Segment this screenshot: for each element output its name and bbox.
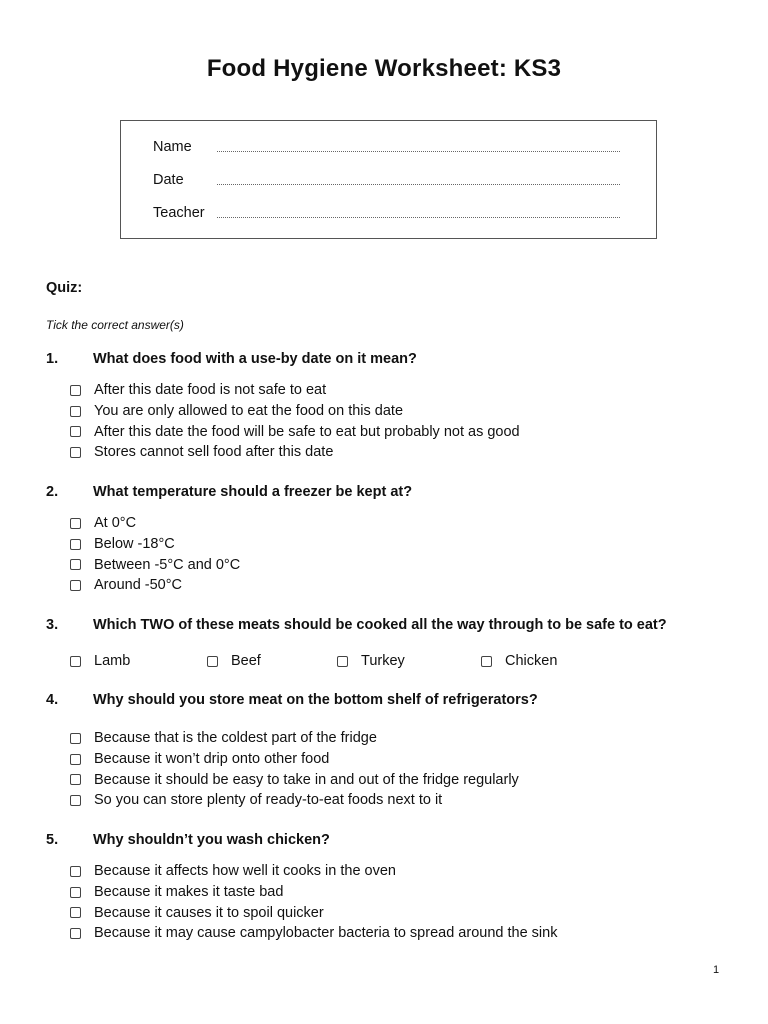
checkbox[interactable] (70, 656, 81, 667)
answer-option[interactable] (481, 651, 557, 672)
option-label: Because it won’t drip onto other food (94, 751, 330, 768)
option-label: Beef (231, 653, 261, 669)
checkbox[interactable] (70, 774, 81, 785)
checkbox[interactable] (70, 426, 81, 437)
checkbox[interactable] (70, 733, 81, 744)
quiz-instruction: Tick the correct answer(s) (46, 318, 184, 332)
option-label: Because that is the coldest part of the fridge (94, 730, 377, 747)
date-field[interactable] (217, 172, 620, 185)
name-field[interactable] (217, 139, 620, 152)
checkbox[interactable] (70, 795, 81, 806)
checkbox[interactable] (70, 580, 81, 591)
answer-option[interactable] (70, 651, 207, 672)
option-label: Because it may cause campylobacter bacteria to spread around the sink (94, 925, 558, 942)
answer-option[interactable] (70, 534, 240, 555)
answer-option[interactable] (70, 380, 520, 401)
question-text: What does food with a use-by date on it mean? (93, 351, 417, 367)
answer-option[interactable] (70, 861, 557, 882)
question-5-options (70, 861, 557, 944)
date-row (153, 168, 620, 188)
date-label: Date (153, 172, 184, 188)
question-1-options (70, 380, 520, 463)
name-label: Name (153, 139, 192, 155)
checkbox[interactable] (70, 928, 81, 939)
answer-option[interactable] (70, 421, 520, 442)
option-label: Between -5°C and 0°C (94, 556, 241, 573)
question-number: 1. (46, 351, 59, 367)
checkbox[interactable] (70, 866, 81, 877)
answer-option[interactable] (70, 728, 519, 749)
question-2-options (70, 513, 240, 596)
answer-option[interactable] (337, 651, 481, 672)
checkbox[interactable] (70, 385, 81, 396)
answer-option[interactable] (70, 923, 557, 944)
answer-option[interactable] (70, 513, 240, 534)
question-number: 5. (46, 832, 59, 848)
question-text: What temperature should a freezer be kept at? (93, 484, 413, 500)
answer-option[interactable] (70, 575, 240, 596)
question-4-options (70, 728, 519, 811)
option-label: Stores cannot sell food after this date (94, 444, 334, 461)
checkbox[interactable] (70, 754, 81, 765)
question-4 (46, 690, 746, 710)
option-label: Around -50°C (94, 577, 183, 594)
checkbox[interactable] (70, 887, 81, 898)
checkbox[interactable] (70, 518, 81, 529)
answer-option[interactable] (70, 749, 519, 770)
option-label: You are only allowed to eat the food on this date (94, 403, 404, 420)
option-label: Below -18°C (94, 536, 175, 553)
page-number: 1 (713, 964, 720, 976)
question-5 (46, 830, 746, 850)
checkbox[interactable] (70, 406, 81, 417)
option-label: At 0°C (94, 515, 137, 532)
answer-option[interactable] (70, 401, 520, 422)
checkbox[interactable] (481, 656, 492, 667)
option-label: Because it makes it taste bad (94, 884, 284, 901)
checkbox[interactable] (70, 539, 81, 550)
option-label: After this date food is not safe to eat (94, 382, 327, 399)
checkbox[interactable] (70, 559, 81, 570)
option-label: Lamb (94, 653, 131, 669)
option-label: Chicken (505, 653, 558, 669)
option-label: Turkey (361, 653, 405, 669)
checkbox[interactable] (337, 656, 348, 667)
teacher-field[interactable] (217, 205, 620, 218)
question-2 (46, 482, 746, 502)
teacher-row (153, 201, 620, 221)
teacher-label: Teacher (153, 205, 205, 221)
option-label: After this date the food will be safe to eat but probably not as good (94, 423, 520, 440)
option-label: So you can store plenty of ready-to-eat foods next to it (94, 792, 443, 809)
answer-option[interactable] (70, 902, 557, 923)
option-label: Because it causes it to spoil quicker (94, 904, 324, 921)
answer-option[interactable] (207, 651, 337, 672)
question-number: 3. (46, 617, 59, 633)
checkbox[interactable] (207, 656, 218, 667)
question-3-options (70, 651, 557, 671)
question-text: Why shouldn’t you wash chicken? (93, 832, 330, 848)
checkbox[interactable] (70, 907, 81, 918)
answer-option[interactable] (70, 554, 240, 575)
option-label: Because it should be easy to take in and out of the fridge regularly (94, 771, 519, 788)
question-text: Which TWO of these meats should be cooked all the way through to be safe to eat? (93, 617, 667, 633)
name-row (153, 135, 620, 155)
question-number: 2. (46, 484, 59, 500)
checkbox[interactable] (70, 447, 81, 458)
option-label: Because it affects how well it cooks in the oven (94, 863, 396, 880)
student-info-box (120, 120, 657, 239)
answer-option[interactable] (70, 769, 519, 790)
answer-option[interactable] (70, 790, 519, 811)
question-3 (46, 615, 746, 635)
quiz-heading: Quiz: (46, 280, 83, 296)
answer-option[interactable] (70, 442, 520, 463)
question-text: Why should you store meat on the bottom shelf of refrigerators? (93, 692, 538, 708)
answer-option[interactable] (70, 882, 557, 903)
question-number: 4. (46, 692, 59, 708)
page-title: Food Hygiene Worksheet: KS3 (206, 55, 562, 82)
question-1 (46, 349, 746, 369)
